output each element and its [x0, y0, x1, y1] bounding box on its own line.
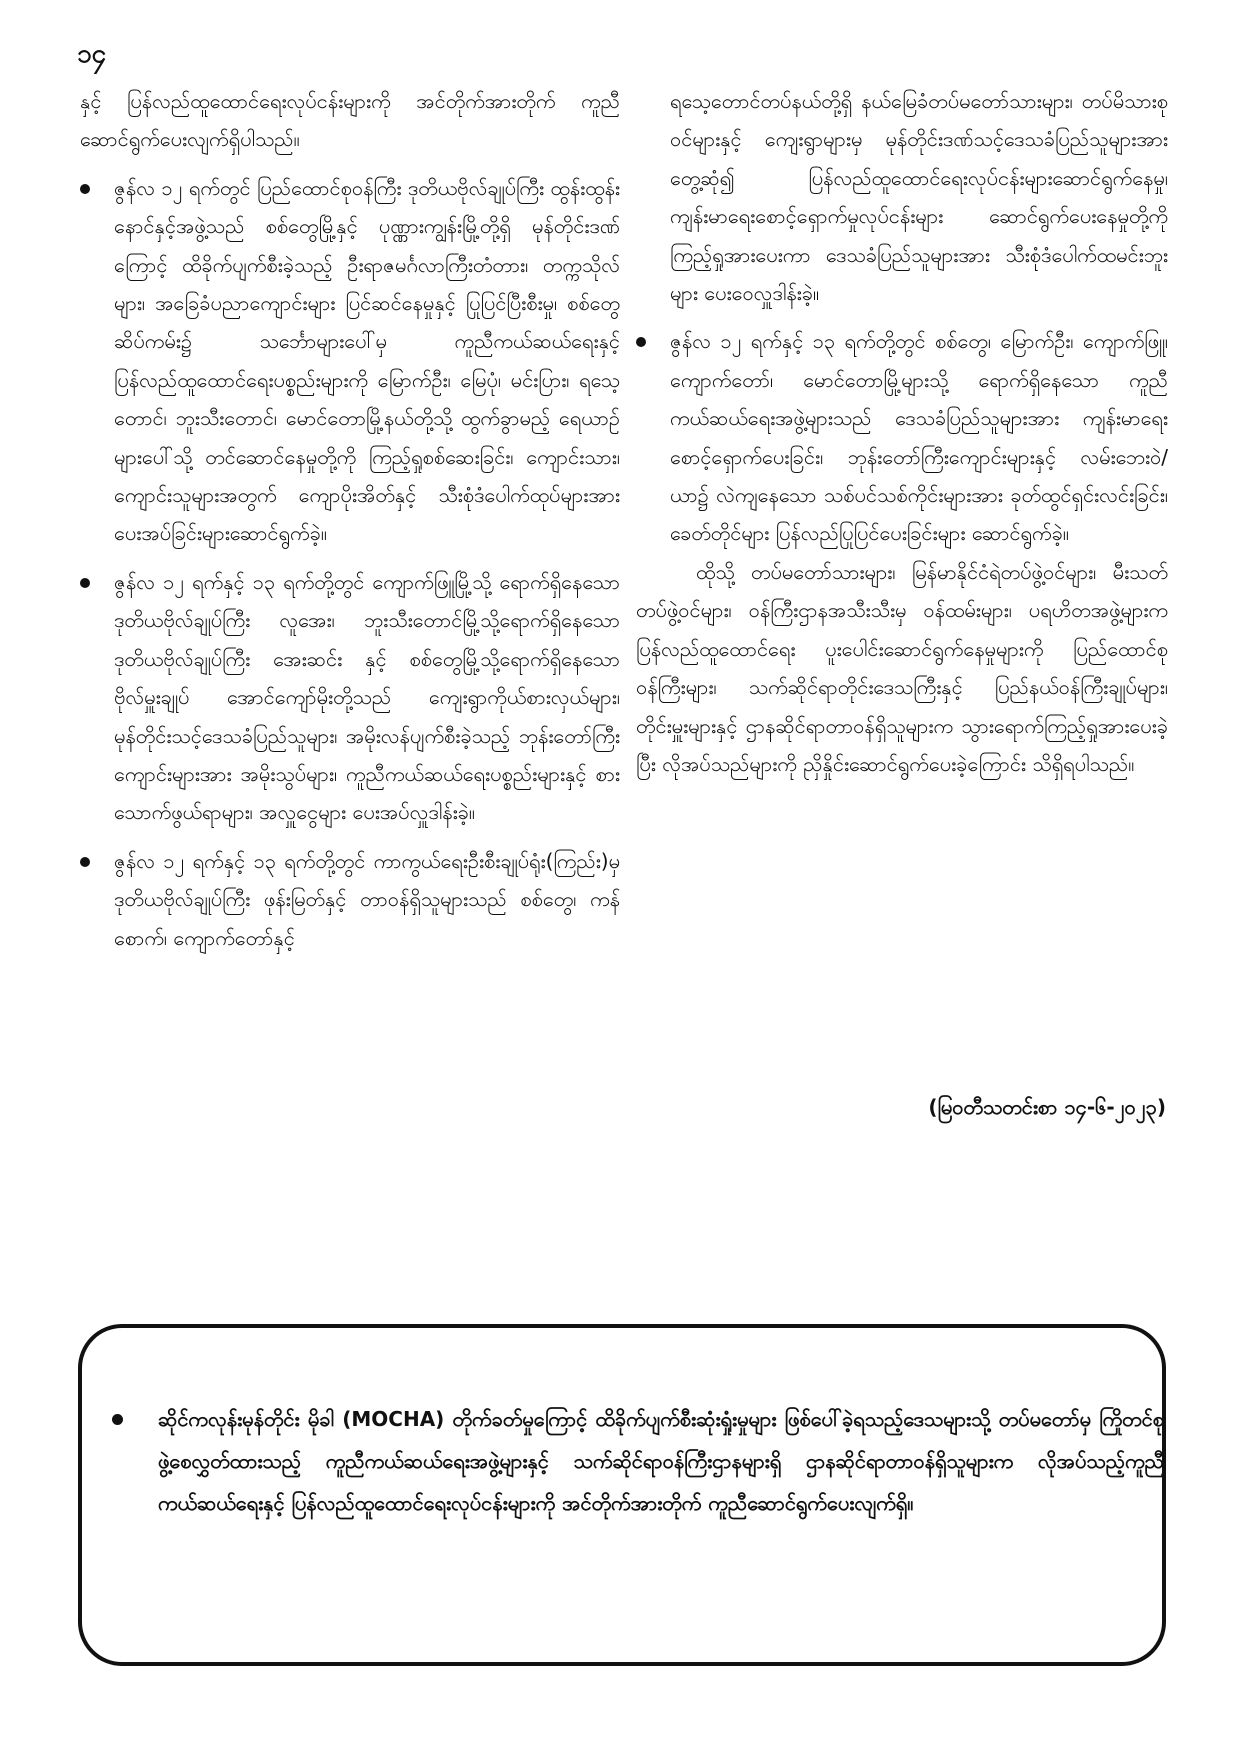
summary-box-text: ဆိုင်ကလုန်းမုန်တိုင်း မိုခါ (MOCHA) တိုက်ခတ်မှုကြောင့် ထိခိုက်ပျက်စီးဆုံးရှုံးမှုများ ဖြစ်ပေါ်ခဲ့ရသည့်ဒေသများသို့ တပ်မတော်မှ ကြိုတင်စုဖွဲ့စေလွှတ်ထားသည့် ကူညီကယ်ဆယ်ရေးအဖွဲ့များနှင့် သက်ဆိုင်ရာဝန်ကြီးဌာနများရှိ ဌာနဆိုင်ရာတာဝန်ရှိသူများက လိုအပ်သည့်ကူညီကယ်ဆယ်ရေးနှင့် ပြန်လည်ထူထောင်ရေးလုပ်ငန်းများကို အင်တိုက်အားတိုက် ကူညီဆောင်ရွက်ပေးလျက်ရှိ။	[158, 1407, 1164, 1515]
bullet-icon	[80, 857, 90, 867]
bullet-text: ဇွန်လ ၁၂ ရက်နှင့် ၁၃ ရက်တို့တွင် ကျောက်ဖြူမြို့သို့ ရောက်ရှိနေသော ဒုတိယဗိုလ်ချုပ်ကြီး လူအေး၊ ဘူးသီးတောင်မြို့သို့ရောက်ရှိနေသော ဒုတိယဗိုလ်ချုပ်ကြီး အေးဆင်း နှင့် စစ်တွေမြို့သို့ရောက်ရှိနေသော ဗိုလ်မှူးချုပ် အောင်ကျော်မိုးတို့သည် ကျေးရွာကိုယ်စားလှယ်များ၊ မုန်တိုင်းသင့်ဒေသခံပြည်သူများ၊ အမိုးလန်ပျက်စီးခဲ့သည့် ဘုန်းတော်ကြီးကျောင်းများအား အမိုးသွပ်များ၊ ကူညီကယ်ဆယ်ရေးပစ္စည်းများနှင့် စားသောက်ဖွယ်ရာများ၊ အလှူငွေများ ပေးအပ်လှူဒါန်းခဲ့။	[114, 569, 620, 825]
bullet-text: ဇွန်လ ၁၂ ရက်တွင် ပြည်ထောင်စုဝန်ကြီး ဒုတိယဗိုလ်ချုပ်ကြီး ထွန်းထွန်းနောင်နှင့်အဖွဲ့သည် စစ်တွေမြို့နှင့် ပုဏ္ဏားကျွန်းမြို့တို့ရှိ မုန်တိုင်းဒဏ်ကြောင့် ထိခိုက်ပျက်စီးခဲ့သည့် ဦးရာဇမင်္ဂလာကြီးတံတား၊ တက္ကသိုလ်များ၊ အခြေခံပညာကျောင်းများ ပြင်ဆင်နေမှုနှင့် ပြုပြင်ပြီးစီးမှု၊ စစ်တွေဆိပ်ကမ်း၌ သင်္ဘောများပေါ်မှ ကူညီကယ်ဆယ်ရေးနှင့် ပြန်လည်ထူထောင်ရေးပစ္စည်းများကို မြောက်ဦး၊ မြေပုံ၊ မင်းပြား၊ ရသေ့တောင်၊ ဘူးသီးတောင်၊ မောင်တောမြို့နယ်တို့သို့ ထွက်ခွာမည့် ရေယာဉ်များပေါ်သို့ တင်ဆောင်နေမှုတို့ကို ကြည့်ရှုစစ်ဆေးခြင်း၊ ကျောင်းသား၊ ကျောင်းသူများအတွက် ကျောပိုးအိတ်နှင့် သီးစုံဒံပေါက်ထုပ်များအား ပေးအပ်ခြင်းများဆောင်ရွက်ခဲ့။	[114, 175, 620, 546]
summary-box-text-wrapper	[112, 1398, 1164, 1524]
bullet-text: ဇွန်လ ၁၂ ရက်နှင့် ၁၃ ရက်တို့တွင် ကာကွယ်ရေးဦးစီးချုပ်ရုံး(ကြည်း)မှ ဒုတိယဗိုလ်ချုပ်ကြီး ဖုန်းမြတ်နှင့် တာဝန်ရှိသူများသည် စစ်တွေ၊ ကန်စောက်၊ ကျောက်တော်နှင့်	[114, 848, 620, 950]
bullet-item	[80, 563, 620, 832]
bullet-icon	[80, 184, 90, 194]
bullet-icon	[112, 1414, 123, 1425]
source-citation: (မြဝတီသတင်းစာ ၁၄-၆-၂၀၂၃)	[928, 1095, 1166, 1119]
summary-box	[78, 1324, 1166, 1666]
bullet-item	[636, 322, 1168, 552]
bullet-item	[80, 169, 620, 553]
left-column	[80, 82, 620, 957]
closing-paragraph: ထိုသို့ တပ်မတော်သားများ၊ မြန်မာနိုင်ငံရဲတပ်ဖွဲ့ဝင်များ၊ မီးသတ်တပ်ဖွဲ့ဝင်များ၊ ဝန်ကြီးဌာနအသီးသီးမှ ဝန်ထမ်းများ၊ ပရဟိတအဖွဲ့များက ပြန်လည်ထူထောင်ရေး ပူးပေါင်းဆောင်ရွက်နေမှုများကို ပြည်ထောင်စုဝန်ကြီးများ၊ သက်ဆိုင်ရာတိုင်းဒေသကြီးနှင့် ပြည်နယ်ဝန်ကြီးချုပ်များ၊ တိုင်းမှူးများနှင့် ဌာနဆိုင်ရာတာဝန်ရှိသူများက သွားရောက်ကြည့်ရှုအားပေးခဲ့ပြီး လိုအပ်သည်များကို ညှိနှိုင်းဆောင်ရွက်ပေးခဲ့ကြောင်း သိရှိရပါသည်။	[636, 559, 1168, 776]
bullet-icon	[636, 337, 646, 347]
bullet-icon	[80, 578, 90, 588]
page-number: ၁၄	[77, 39, 107, 69]
bullet-item	[80, 842, 620, 957]
bullet-text: ဇွန်လ ၁၂ ရက်နှင့် ၁၃ ရက်တို့တွင် စစ်တွေ၊ မြောက်ဦး၊ ကျောက်ဖြူ၊ ကျောက်တော်၊ မောင်တောမြို့များသို့ ရောက်ရှိနေသော ကူညီကယ်ဆယ်ရေးအဖွဲ့များသည် ဒေသခံပြည်သူများအား ကျန်းမာရေးစောင့်ရှောက်ပေးခြင်း၊ ဘုန်းတော်ကြီးကျောင်းများနှင့် လမ်းဘေးဝဲ/ယာ၌ လဲကျနေသော သစ်ပင်သစ်ကိုင်းများအား ခုတ်ထွင်ရှင်းလင်းခြင်း၊ ခေတ်တိုင်များ ပြန်လည်ပြုပြင်ပေးခြင်းများ ဆောင်ရွက်ခဲ့။	[670, 329, 1168, 546]
right-column	[636, 82, 1168, 783]
right-continuation-paragraph: ရသေ့တောင်တပ်နယ်တို့ရှိ နယ်မြေခံတပ်မတော်သားများ၊ တပ်မိသားစုဝင်များနှင့် ကျေးရွာများမှ မုန်တိုင်းဒဏ်သင့်ဒေသခံပြည်သူများအား တွေ့ဆုံ၍ ပြန်လည်ထူထောင်ရေးလုပ်ငန်းများဆောင်ရွက်နေမှု၊ ကျန်းမာရေးစောင့်ရှောက်မှုလုပ်ငန်းများ ဆောင်ရွက်ပေးနေမှုတို့ကို ကြည့်ရှုအားပေးကာ ဒေသခံပြည်သူများအား သီးစုံဒံပေါက်ထမင်းဘူးများ ပေးဝေလှူဒါန်းခဲ့။	[670, 89, 1168, 306]
left-intro-paragraph: နှင့် ပြန်လည်ထူထောင်ရေးလုပ်ငန်းများကို အင်တိုက်အားတိုက် ကူညီဆောင်ရွက်ပေးလျက်ရှိပါသည်။	[80, 89, 620, 152]
